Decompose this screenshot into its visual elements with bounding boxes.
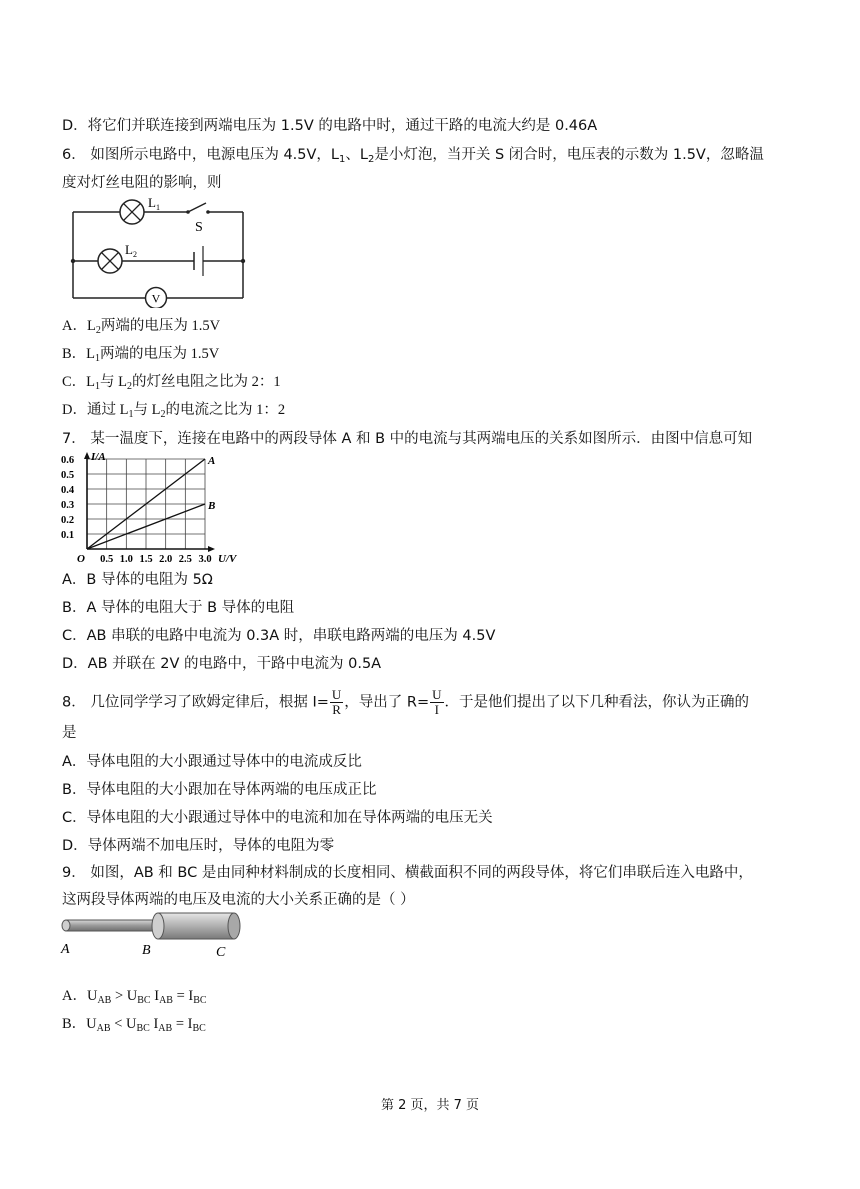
page-footer: 第 2 页，共 7 页 xyxy=(380,1098,480,1113)
y-tick-label: 0.6 xyxy=(61,455,75,466)
q6-circuit-diagram xyxy=(62,196,252,308)
y-tick-label: 0.1 xyxy=(61,530,75,541)
y-axis-arrow xyxy=(84,452,90,459)
q6-option-d: D．通过 $L_1$与 $L_2$的电流之比为 1：2 xyxy=(62,402,286,420)
y-tick-label: 0.2 xyxy=(61,515,75,526)
x-tick-label: 2.5 xyxy=(178,554,192,565)
series-label-a: A xyxy=(208,455,216,467)
label-voltmeter: V xyxy=(151,291,161,306)
series-label-b: B xyxy=(208,500,216,512)
label-l1: $L_1$ xyxy=(148,196,160,212)
q7-iv-chart xyxy=(60,448,260,566)
q9-stem: 9． 如图，AB 和 BC 是由同种材料制成的长度相同、横截面积不同的两段导体，将它们串联后连入电路中， xyxy=(62,865,753,881)
conductor-ab xyxy=(62,920,158,931)
label-a: A xyxy=(61,942,70,957)
y-tick-label: 0.4 xyxy=(61,485,75,496)
q8-option-d: D．导体两端不加电压时，导体的电阻为零 xyxy=(62,838,335,854)
q6-option-a: A．$L_2$两端的电压为 1.5V xyxy=(62,318,221,336)
q7-option-d: D．AB 并联在 2V 的电路中，干路中电流为 0.5A xyxy=(62,656,382,672)
x-axis-arrow xyxy=(208,546,215,552)
fraction-u-over-i: $\frac{U}{I}$ xyxy=(432,687,442,717)
chart-x-axis-label: U/V xyxy=(218,553,237,565)
label-switch: S xyxy=(195,220,203,235)
q5-option-d: D．将它们并联连接到两端电压为 1.5V 的电路中时，通过干路的电流大约是 0.46A xyxy=(62,118,598,134)
q9-stem-line2: 这两段导体两端的电压及电流的大小关系正确的是（ ） xyxy=(62,892,415,908)
lamp-l2-icon xyxy=(98,249,122,273)
junction-right xyxy=(241,259,245,263)
q6-stem-line2: 度对灯丝电阻的影响，则 xyxy=(62,175,222,191)
q6-stem: 6． 如图所示电路中，电源电压为 4.5V，$L_1$、$L_2$是小灯泡，当开关 S 闭合时，电压表的示数为 1.5V，忽略温 xyxy=(62,147,764,165)
q7-option-b: B．A 导体的电阻大于 B 导体的电阻 xyxy=(62,600,295,616)
q6-option-b: B．$L_1$两端的电压为 1.5V xyxy=(62,346,220,364)
conductor-bc xyxy=(152,913,240,939)
q8-stem-line2: 是 xyxy=(62,725,77,741)
switch-contact-right xyxy=(206,210,210,214)
q8-option-b: B．导体电阻的大小跟加在导体两端的电压成正比 xyxy=(62,782,377,798)
y-tick-label: 0.3 xyxy=(61,500,75,511)
q8-stem: 8． 几位同学学习了欧姆定律后，根据 I= $\frac{U}{R}$ ，导出了 R= $\frac{U}{I}$ ．于是他们提出了以下几种看法，你认为正确的 xyxy=(62,687,749,717)
fraction-u-over-r: $\frac{U}{R}$ xyxy=(331,687,342,717)
x-tick-label: 3.0 xyxy=(198,554,212,565)
chart-origin-label: O xyxy=(77,553,85,565)
chart-y-axis-label: I/A xyxy=(91,451,106,463)
switch-contact-left xyxy=(186,210,190,214)
lamp-l1-icon xyxy=(120,200,144,224)
label-l2: $L_2$ xyxy=(125,242,137,259)
label-c: C xyxy=(216,945,226,960)
q8-option-a: A．导体电阻的大小跟通过导体中的电流成反比 xyxy=(62,754,362,770)
y-tick-label: 0.5 xyxy=(61,470,75,481)
q7-option-a: A．B 导体的电阻为 5Ω xyxy=(62,572,213,588)
q8-option-c: C．导体电阻的大小跟通过导体中的电流和加在导体两端的电压无关 xyxy=(62,810,493,826)
x-tick-label: 1.5 xyxy=(139,554,153,565)
label-b: B xyxy=(142,943,151,958)
q7-stem: 7． 某一温度下，连接在电路中的两段导体 A 和 B 中的电流与其两端电压的关系如图所示．由图中信息可知 xyxy=(62,431,753,447)
q9-option-a: A．$U_{AB} > U_{BC}$ $I_{AB} = I_{BC}$ xyxy=(62,988,207,1006)
x-tick-label: 0.5 xyxy=(100,554,114,565)
q9-conductor-diagram xyxy=(58,912,248,962)
x-tick-label: 2.0 xyxy=(159,554,173,565)
q9-option-b: B．$U_{AB} < U_{BC}$ $I_{AB} = I_{BC}$ xyxy=(62,1016,206,1034)
junction-left xyxy=(71,259,75,263)
q7-option-c: C．AB 串联的电路中电流为 0.3A 时，串联电路两端的电压为 4.5V xyxy=(62,628,496,644)
x-tick-label: 1.0 xyxy=(119,554,133,565)
q6-option-c: C．$L_1$与 $L_2$的灯丝电阻之比为 2：1 xyxy=(62,374,281,392)
